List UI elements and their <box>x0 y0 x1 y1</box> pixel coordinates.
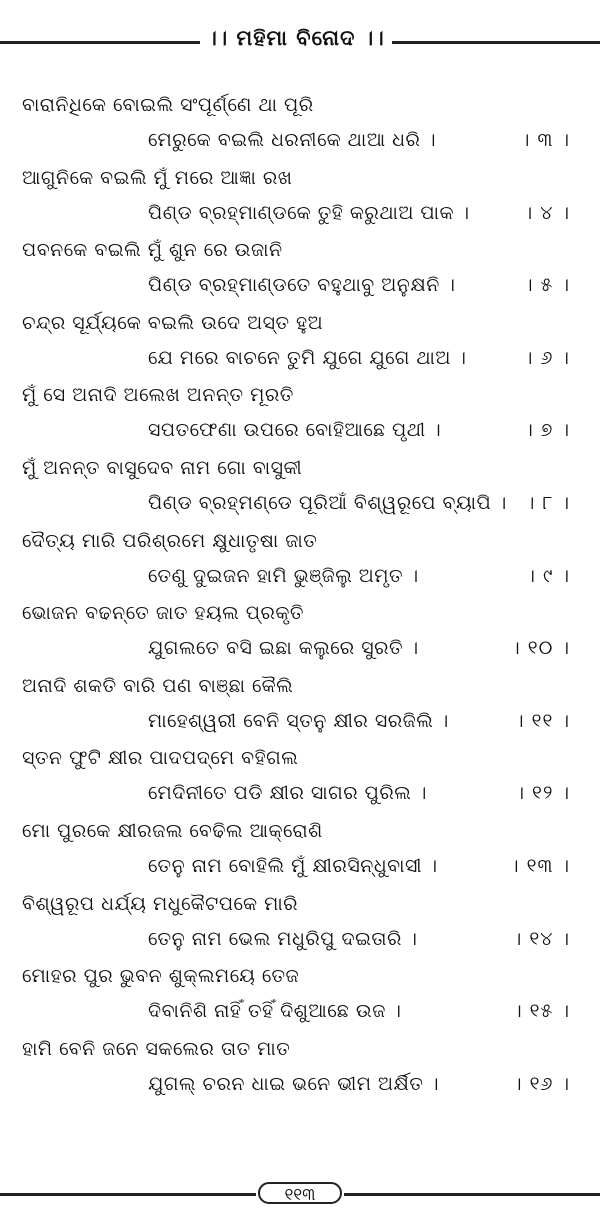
verse-line-1: ସ୍ତନ ଫୁଟି କ୍ଷୀର ପାଦପଦ୍ମେ ବହିଗଲ <box>22 747 299 770</box>
verse-number: । ୫ । <box>523 274 570 297</box>
page-title: ।। ମହିମା ବିନୋଦ ।। <box>207 26 385 50</box>
verse-number: । ୩ । <box>520 129 570 151</box>
verse-line-2: ତେନୁ ନାମ ବୋହିଲି ମୁଁ କ୍ଷୀରସିନ୍ଧୁବାସୀ । <box>148 855 438 877</box>
verse <box>0 167 600 237</box>
verse-number: । ୮ । <box>525 492 570 514</box>
verse-number: । ୧୫ । <box>513 1000 570 1023</box>
verse-number: । ୧୬ । <box>512 1072 570 1095</box>
header-rule-left <box>0 41 200 44</box>
verse-line-1: ହାମି ବେନି ଜନେ ସକଲେର ତାତ ମାତ <box>22 1037 291 1060</box>
verse-line-2: ଯୁଗଲତେ ବସି ଇଛା କଲୁରେ ସୁରତି । <box>148 637 419 660</box>
verse-line-2: ପିଣ୍ଡ ବ୍ରହ୍ମାଣ୍ଡକେ ତୁହି କରୁଥାଅ ପାକ । <box>148 201 470 224</box>
page-number: ୧୧୩ <box>258 1182 342 1204</box>
verse-line-1: ଅନାଦି ଶକତି ବାରି ପଣ ବାଞ୍ଛା କୈଲି <box>22 674 294 697</box>
verse <box>0 820 600 890</box>
verse <box>0 602 600 672</box>
verse-number: । ୧୦ । <box>511 637 570 660</box>
footer-rule-right <box>344 1193 600 1196</box>
verse <box>0 239 600 309</box>
verse-line-2: ତେଣୁ ଦୁଇଜନ ହାମି ଭୁଞ୍ଜିଲୁ ଅମୃତ । <box>148 564 419 587</box>
verse-line-2: ଯୁଗଲ୍ ଚରନ ଧାଇ ଭନେ ଭୀମ ଅର୍କ୍ଷିତ । <box>148 1072 440 1095</box>
verse-number: । ୧୧ । <box>515 709 570 732</box>
page-footer <box>0 1182 600 1206</box>
verse <box>0 747 600 817</box>
verse-line-2: ପିଣ୍ଡ ବ୍ରହ୍ମଣ୍ଡେ ପୂରିଆଁ ବିଶ୍ୱରୂପେ ବ୍ୟାପି । <box>148 492 507 514</box>
verse <box>0 893 600 963</box>
verse-line-1: ମୁଁ ଅନନ୍ତ ବାସୁଦେବ ନାମ ଗୋ ବାସୁକୀ <box>22 457 303 479</box>
verse <box>0 530 600 600</box>
verse-line-1: ବାରାନିଧିକେ ବୋଇଲି ସଂପୂର୍ଣ୍ଣେ ଥା ପୂରି <box>22 94 314 116</box>
verse-number: । ୪ । <box>523 201 570 224</box>
verse <box>0 457 600 527</box>
verse <box>0 312 600 382</box>
verse-number: । ୧୨ । <box>515 782 570 805</box>
verse-line-1: ମୋହର ପୁର ଭୁବନ ଶୁକ୍ଲମୟେ ତେଜ <box>22 965 300 988</box>
verse-line-2: ତେନୁ ନାମ ଭେଲ ମଧୁରିପୁ ଦଇତାରି । <box>148 927 418 950</box>
verse <box>0 384 600 454</box>
verse-number: । ୭ । <box>524 419 570 442</box>
verse-line-1: ବିଶ୍ୱରୂପ ଧର୍ଯ୍ୟ ମଧୁକୈଟପକେ ମାରି <box>22 892 299 915</box>
verse-line-2: ମେଦିନୀତେ ପଡି କ୍ଷୀର ସାଗର ପୁରିଲ । <box>148 782 427 805</box>
verse-number: । ୯ । <box>526 564 570 587</box>
verse-line-2: ଯେ ମରେ ବାଚନେ ତୁମି ଯୁଗେ ଯୁଗେ ଥାଅ । <box>148 346 467 369</box>
verse-line-1: ଚନ୍ଦ୍ର ସୂର୍ଯ୍ୟକେ ବଇଲି ଉଦେ ଅସ୍ତ ହୁଅ <box>22 311 324 334</box>
header-rule-right <box>392 41 600 44</box>
verse-line-1: ଦୈତ୍ୟ ମାରି ପରିଶ୍ରମେ କ୍ଷୁଧାତୃଷା ଜାତ <box>22 529 318 552</box>
verse-line-1: ଭୋଜନ ବଢନ୍ତେ ଜାତ ହୟଲ ପ୍ରକୃତି <box>22 602 304 625</box>
verse <box>0 965 600 1035</box>
verse-line-2: ସପତଫେଣା ଉପରେ ବୋହିଆଛେ ପୃଥୀ । <box>148 419 442 442</box>
verse-number: । ୬ । <box>523 346 570 369</box>
verse <box>0 1038 600 1108</box>
verse-line-1: ପବନକେ ବଇଲି ମୁଁ ଶୁନ ରେ ଉଜାନି <box>22 239 283 262</box>
verse <box>0 675 600 745</box>
verse-line-1: ମୋ ପୁରକେ କ୍ଷୀରଜଲ ବେଢିଲ ଆକ୍ରୋଶି <box>22 820 323 842</box>
footer-rule-left <box>0 1193 256 1196</box>
verse-line-2: ପିଣ୍ଡ ବ୍ରହ୍ମାଣ୍ଡତେ ବହୁଥାବୁ ଅନୁକ୍ଷନି । <box>148 274 456 297</box>
verse <box>0 94 600 164</box>
page-header <box>0 22 600 62</box>
verse-number: । ୧୪ । <box>512 927 570 950</box>
verse-line-2: ଦିବାନିଶି ନାହିଁ ତହିଁ ଦିଶୁଆଛେ ଉଜ । <box>148 1000 402 1023</box>
verse-number: । ୧୩ । <box>509 855 570 877</box>
verse-line-2: ମାହେଶ୍ୱରୀ ବେନି ସ୍ତନୁ କ୍ଷୀର ସରଜିଲି । <box>148 709 449 732</box>
verse-line-1: ଆଗୁନିକେ ବଇଲି ମୁଁ ମରେ ଆଜ୍ଞା ରଖ <box>22 166 293 189</box>
verse-line-2: ମେରୁକେ ବଇଲି ଧରନୀକେ ଥାଆ ଧରି । <box>148 129 436 151</box>
verse-line-1: ମୁଁ ସେ ଅନାଦି ଅଲେଖ ଅନନ୍ତ ମୂରତି <box>22 384 294 407</box>
